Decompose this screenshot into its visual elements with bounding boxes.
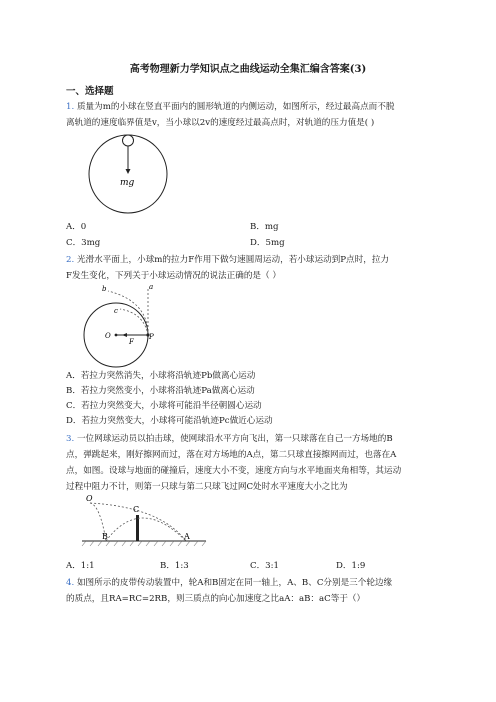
q3-line1: 一位网球运动员以拍击球，使网球沿水平方向飞出，第一只球落在自己一方场地的B xyxy=(76,434,393,444)
q2-center-o xyxy=(115,334,118,337)
q2-option-c: C．若拉力突然变大，小球将可能沿半径朝圆心运动 xyxy=(66,401,262,411)
q2-line2: F发生变化，下列关于小球运动情况的说法正确的是（ ） xyxy=(66,271,281,281)
q3-line3: 点，如图。设球与地面的碰撞后，速度大小不变，速度方向与水平地面夹角相等，其运动 xyxy=(66,466,402,476)
page-title: 高考物理新力学知识点之曲线运动全集汇编含答案(3) xyxy=(129,64,367,75)
q1-option-c: C．3mg xyxy=(66,238,101,248)
q2-label-f: F xyxy=(129,338,134,346)
q2-option-d: D．若拉力突然变大，小球将可能沿轨迹Pc做近心运动 xyxy=(66,416,273,426)
q3-label-o: O xyxy=(86,494,93,503)
q3-number: 3. xyxy=(66,434,75,444)
q3-net xyxy=(136,515,139,541)
q2-path-c xyxy=(120,309,148,335)
q3-line4: 过程中阻力不计，则第一只球与第二只球飞过网C处时水平速度大小之比为 xyxy=(66,482,348,492)
q4-line2: 的质点，且RA=RC=2RB，则三质点的向心加速度之比aA：aB：aC等于（） xyxy=(66,594,366,604)
q2-label-b: b xyxy=(102,285,107,293)
q3-line2: 点，弹跳起来，刚好擦网而过，落在对方场地的A点，第二只球直接擦网而过，也落在A xyxy=(66,450,397,460)
q1-line1: 质量为m的小球在竖直平面内的圆形轨道的内侧运动，如图所示，经过最高点而不脱 xyxy=(76,102,395,112)
q3-option-d: D．1:9 xyxy=(336,561,366,571)
q3-option-c: C．3:1 xyxy=(250,561,279,571)
q1-option-d: D．5mg xyxy=(250,238,285,248)
q3-label-b: B xyxy=(102,532,108,541)
q3-label-c: C xyxy=(133,505,140,514)
q3-path-first-ball-2 xyxy=(106,518,186,541)
q4-text xyxy=(66,575,432,607)
q2-option-b: B．若拉力突然变小，小球将沿轨迹Pa做离心运动 xyxy=(66,386,255,396)
q4-line1: 如图所示的皮带传动装置中，轮A和B固定在同一轴上，A、B、C分别是三个轮边缘 xyxy=(76,578,393,588)
q1-option-b: B．mg xyxy=(250,222,279,232)
q2-circular-motion-figure xyxy=(78,283,158,371)
q2-label-c: c xyxy=(114,307,118,315)
q1-arrowhead xyxy=(126,169,131,174)
q2-text xyxy=(66,252,432,284)
q3-option-a: A．1:1 xyxy=(66,561,95,571)
q3-text xyxy=(66,431,432,495)
q4-number: 4. xyxy=(66,578,75,588)
q1-circular-track-figure xyxy=(80,134,180,216)
section-heading: 一、选择题 xyxy=(66,86,114,97)
q1-option-a: A．0 xyxy=(66,222,87,232)
q2-label-a: a xyxy=(149,283,154,291)
q1-number: 1. xyxy=(66,102,75,112)
q2-label-o: O xyxy=(105,332,111,340)
q2-line1: 光滑水平面上，小球m的拉力F作用下做匀速圆周运动，若小球运动到P点时，拉力 xyxy=(76,255,390,265)
q1-mg-label: mg xyxy=(120,178,135,188)
q3-option-b: B．1:3 xyxy=(160,561,189,571)
q2-number: 2. xyxy=(66,255,75,265)
q3-ground-hatching xyxy=(82,541,206,546)
q2-label-p: P xyxy=(149,333,154,341)
q3-tennis-trajectory-figure xyxy=(80,493,210,549)
q2-option-a: A．若拉力突然消失，小球将沿轨迹Pb做离心运动 xyxy=(66,371,256,381)
q1-ball xyxy=(123,135,134,146)
q1-line2: 离轨道的速度临界值是v，当小球以2v的速度经过最高点时，对轨道的压力值是( ) xyxy=(66,118,375,128)
q2-force-arrowhead xyxy=(122,333,127,337)
q1-text xyxy=(66,99,432,131)
q3-label-a: A xyxy=(184,532,190,541)
